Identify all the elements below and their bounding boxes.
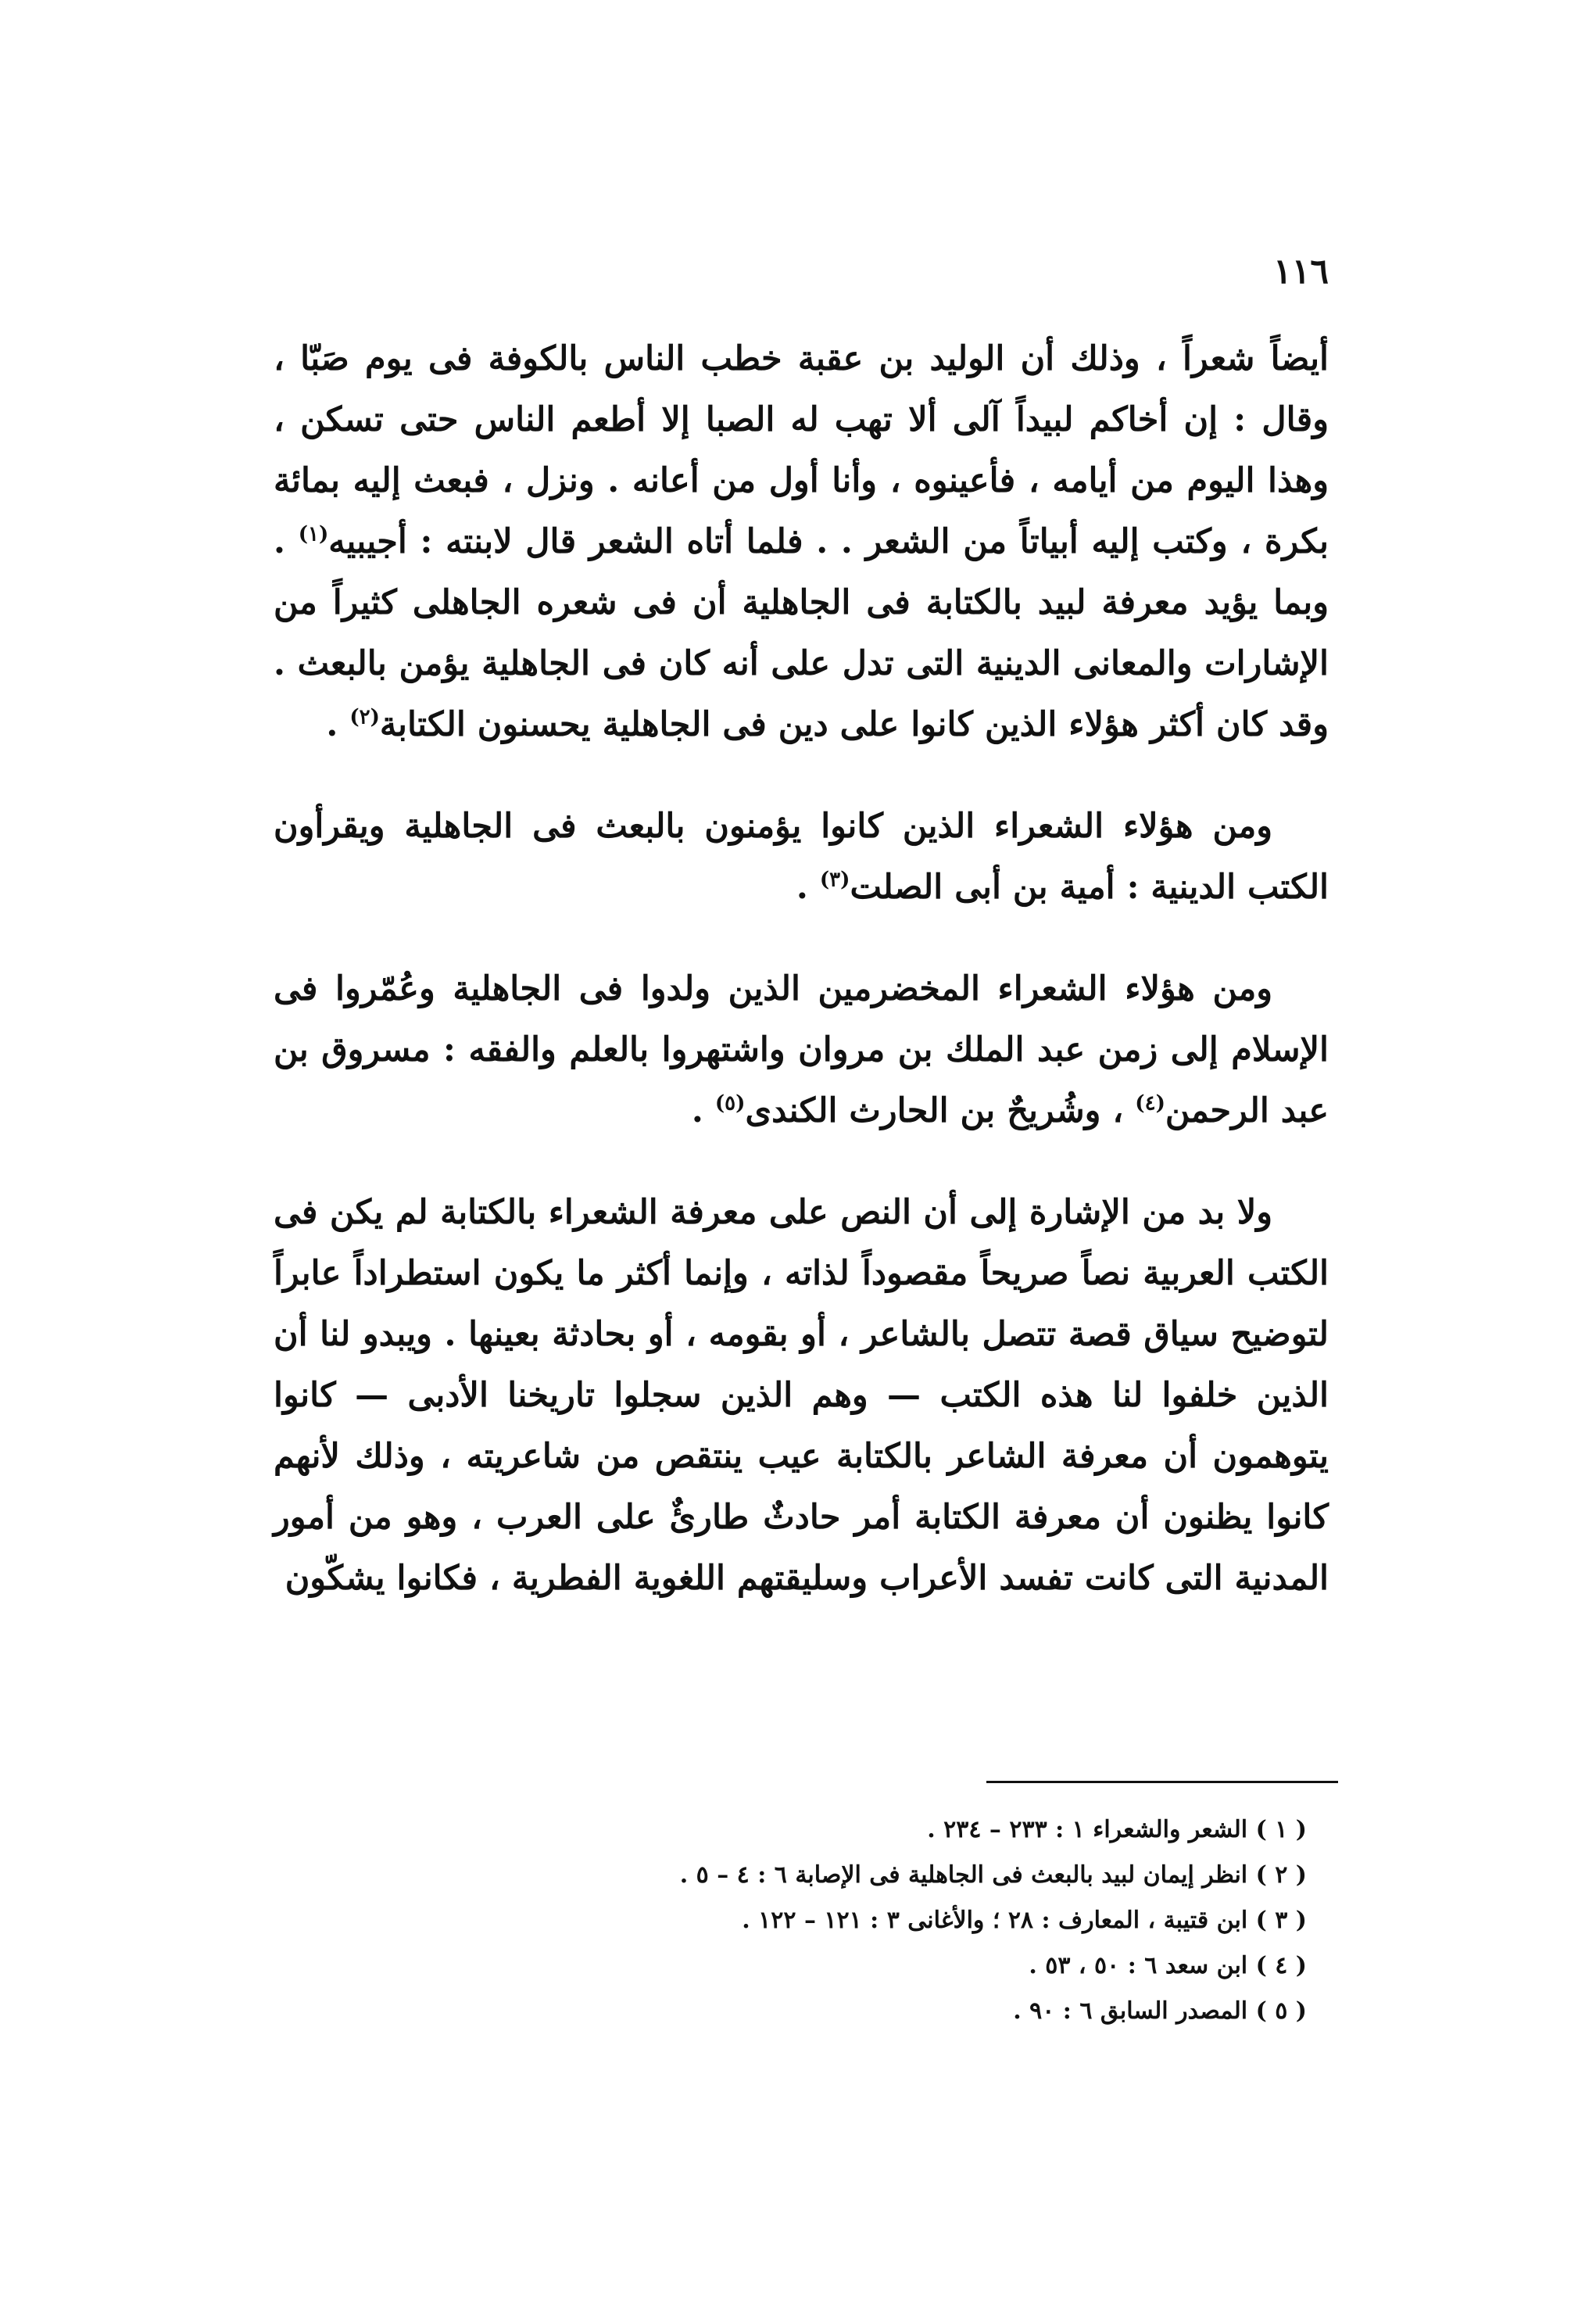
- footnote-ref-4: (٤): [1135, 1091, 1165, 1116]
- line: الدينية : أمية بن أبى الصلت: [850, 868, 1236, 907]
- line: بكرة ، وكتب إليه أبياتاً من الشعر . . فلما أتاه الشعر قال لابنته : أجيبيه: [328, 522, 1329, 561]
- paragraph-2: ومن هؤلاء الشعراء الذين كانوا يؤمنون بالبعث فى الجاهلية ويقرأون الكتب الدينية : أمية بن أبى الصلت$^{(٣)}$ .: [274, 807, 1329, 907]
- line: أكثر هؤلاء الذين كانوا على دين فى الجاهلية يحسنون الكتابة: [379, 705, 1204, 744]
- footnote-ref-1: (١): [298, 522, 329, 546]
- line: لتوضيح سياق قصة تتصل بالشاعر ، أو بقومه ، أو بحادثة بعينها . ويبدو لنا: [320, 1315, 1329, 1354]
- line: أيضاً شعراً ، وذلك أن الوليد بن عقبة خطب الناس بالكوفة فى يوم صَبّا ،: [274, 339, 1329, 378]
- line: ومن هؤلاء الشعراء المخضرمين الذين ولدوا فى الجاهلية وعُمّروا فى الإسلام إلى: [274, 969, 1329, 1069]
- footnote-ref-5: (٥): [714, 1091, 746, 1116]
- line: ومن هؤلاء الشعراء الذين كانوا يؤمنون بالبعث فى الجاهلية ويقرأون الكتب: [274, 807, 1329, 907]
- paragraph-1: أيضاً شعراً ، وذلك أن الوليد بن عقبة خطب الناس بالكوفة فى يوم صَبّا ، وقال : إن أخاكم لبيداً آلى ألا تهب له الصبا إلا أطعم الناس حتى تسكن ، وهذا اليوم من أيامه ، فأعينوه ، وأنا أول من أعانه . ونزل ، فبعث إليه بمائة بكرة ، وكتب إليه أبياتاً من الشعر . . فلما أتاه الشعر قال لابنته : أجيبيه$^{(١)}$ . وبما يؤيد معرفة لبيد بالكتابة فى الجاهلية أن فى شعره الجاهلى كثيراً من الإشارات والمعانى الدينية التى تدل على أنه كان فى الجاهلية يؤمن بالبعث . وقد كان أكثر هؤلاء الذين كانوا على دين فى الجاهلية يحسنون الكتابة$^{(٢)}$ .: [274, 339, 1329, 744]
- line: وقال : إن أخاكم لبيداً آلى ألا تهب له الصبا إلا أطعم الناس حتى تسكن ،: [274, 400, 1329, 439]
- line: وهذا اليوم من أيامه ، فأعينوه ، وأنا أول من أعانه . ونزل ، فبعث إليه بمائة: [274, 461, 1329, 500]
- footnote-ref-3: (٣): [819, 868, 850, 892]
- line: كانوا يظنون أن معرفة الكتابة أمر حادثٌ طارئٌ على العرب ، وهو من أمور: [274, 1498, 1329, 1537]
- footnote-5: ( ٥ ) المصدر السابق ٦ : ٩٠ .: [1013, 1997, 1307, 2025]
- footnote-1: ( ١ ) الشعر والشعراء ١ : ٢٣٣ – ٢٣٤ .: [927, 1816, 1307, 1843]
- paragraph-3: ومن هؤلاء الشعراء المخضرمين الذين ولدوا فى الجاهلية وعُمّروا فى الإسلام إلى زمن عبد الملك بن مروان واشتهروا بالعلم والفقه : مسروق بن عبد الرحمن$^{(٤)}$ ، وشُريحٌ بن الحارث الكندى$^{(٥)}$ .: [274, 969, 1329, 1130]
- footnote-3: ( ٣ ) ابن قتيبة ، المعارف : ٢٨ ؛ والأغانى ٣ : ١٢١ – ١٢٢ .: [742, 1907, 1307, 1934]
- footnote-2: ( ٢ ) انظر إيمان لبيد بالبعث فى الجاهلية فى الإصابة ٦ : ٤ – ٥ .: [679, 1861, 1307, 1889]
- line: يتوهمون أن معرفة الشاعر بالكتابة عيب ينتقص من شاعريته ، وذلك لأنهم: [274, 1437, 1329, 1476]
- footnotes: [525, 1807, 1307, 2034]
- footnote-4: ( ٤ ) ابن سعد ٦ : ٥٠ ، ٥٣ .: [1029, 1952, 1307, 1979]
- line: المدنية التى كانت تفسد الأعراب وسليقتهم اللغوية الفطرية ، فكانوا يشكّون: [284, 1559, 1329, 1598]
- line: والمعانى الدينية التى تدل على أنه كان فى الجاهلية يؤمن بالبعث . وقد كان: [274, 644, 1329, 744]
- line: وشُريحٌ بن الحارث الكندى: [745, 1091, 1101, 1130]
- footnote-ref-2: (٢): [349, 705, 380, 729]
- body-text: [274, 328, 1329, 1609]
- line: ولا بد من الإشارة إلى أن النص على معرفة الشعراء بالكتابة لم يكن فى: [274, 1193, 1272, 1232]
- line: أن الذين خلفوا لنا هذه الكتب — وهم الذين سجلوا تاريخنا الأدبى — كانوا: [274, 1315, 1329, 1415]
- line: الكتب العربية نصاً صريحاً مقصوداً لذاته ، وإنما أكثر ما يكون استطراداً عابراً: [274, 1254, 1329, 1293]
- paragraph-4: [274, 1182, 1329, 1609]
- line: زمن عبد الملك بن مروان واشتهروا بالعلم والفقه : مسروق بن عبد الرحمن: [274, 1030, 1329, 1130]
- line: وبما يؤيد معرفة لبيد بالكتابة فى الجاهلية أن فى شعره الجاهلى كثيراً من الإشارات: [274, 583, 1329, 683]
- footnote-divider: [986, 1781, 1338, 1783]
- page-number: ١١٦: [1273, 252, 1329, 292]
